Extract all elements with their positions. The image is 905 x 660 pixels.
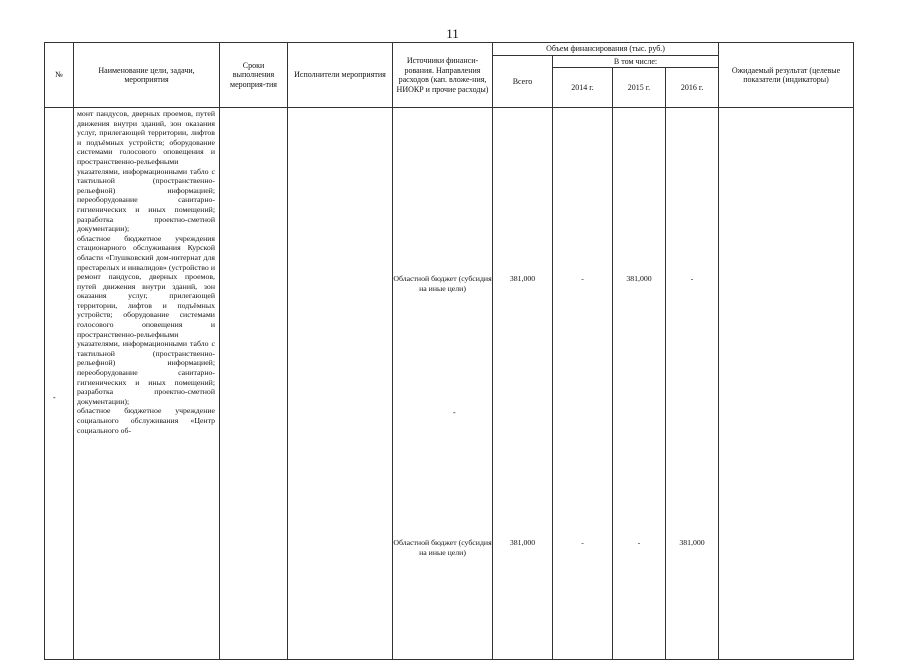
header-name: Наименование цели, задачи, мероприятия bbox=[74, 43, 220, 108]
source-cell: Областной бюджет (субсидия на иные цели) Областной бюджет (субсидия на иные цели) - bbox=[393, 108, 493, 660]
y2015-value: 381,000 bbox=[626, 274, 652, 283]
y2015-cell bbox=[613, 108, 666, 660]
y2014-value: - bbox=[581, 538, 584, 547]
total-value: 381,000 bbox=[509, 274, 536, 283]
total-cell bbox=[493, 108, 553, 660]
header-volume: Объем финансирования (тыс. руб.) bbox=[493, 43, 719, 56]
name-cell bbox=[74, 108, 220, 660]
result-cell bbox=[719, 108, 854, 660]
y2016-value: - bbox=[690, 274, 694, 283]
y2016-value: 381,000 bbox=[679, 538, 705, 547]
header-2014: 2014 г. bbox=[553, 68, 613, 108]
num-cell: - bbox=[45, 108, 74, 660]
name-paragraph: областное бюджетное учреждения стационарного обслуживания Курской области «Глушковский дом-интернат для престарелых и инвалидов» (устройство и ремонт пандусов, дверных проемов, путей движения внутри зданий, зон оказания услуг, прилегающей территории, лифтов и подъёмных устройств; оборудование системами голосового оповещения и пространственно-рельефными указателями, информационными табло с тактильной (пространственно-рельефной) информацией; переоборудование санитарно-гигиенических и иных помещений; разработка проектно-сметной документации); bbox=[77, 233, 215, 406]
terms-cell bbox=[220, 108, 288, 660]
header-sources: Источники финанси-рования. Направления расходов (кап. вложе-ния, НИОКР и прочие расходы) bbox=[393, 43, 493, 108]
y2016-cell bbox=[666, 108, 719, 660]
y2014-value: - bbox=[581, 274, 584, 283]
executors-cell bbox=[288, 108, 393, 660]
header-2016: 2016 г. bbox=[666, 68, 719, 108]
header-terms: Сроки выполнения мероприя-тия bbox=[220, 43, 288, 108]
y2014-cell bbox=[553, 108, 613, 660]
source-entry: Областной бюджет (субсидия на иные цели) bbox=[393, 538, 492, 557]
total-value: 381,000 bbox=[509, 538, 536, 547]
header-total: Всего bbox=[493, 55, 553, 108]
source-entry: Областной бюджет (субсидия на иные цели) bbox=[393, 274, 492, 293]
name-paragraph: областное бюджетное учреждение социального обслуживания «Центр социального об- bbox=[77, 406, 215, 435]
y2015-value: - bbox=[637, 538, 641, 547]
header-num: № bbox=[45, 43, 74, 108]
financing-table bbox=[44, 42, 854, 660]
page-number: 11 bbox=[446, 26, 459, 41]
header-executors: Исполнители мероприятия bbox=[288, 43, 393, 108]
header-including: В том числе: bbox=[553, 55, 719, 68]
header-result: Ожидаемый результат (целевые показатели (индикаторы) bbox=[719, 43, 854, 108]
header-2015: 2015 г. bbox=[613, 68, 666, 108]
table-row bbox=[45, 108, 854, 660]
name-paragraph: монт пандусов, дверных проемов, путей движения внутри зданий, зон оказания услуг, прилегающей территории, лифтов и подъёмных устройств; оборудование системами голосового оповещения и пространственно-рельефными указателями, информационными табло с тактильной (пространственно-рельефной) информацией; переоборудование санитарно-гигиенических и иных помещений; разработка проектно-сметной документации); bbox=[77, 109, 215, 234]
